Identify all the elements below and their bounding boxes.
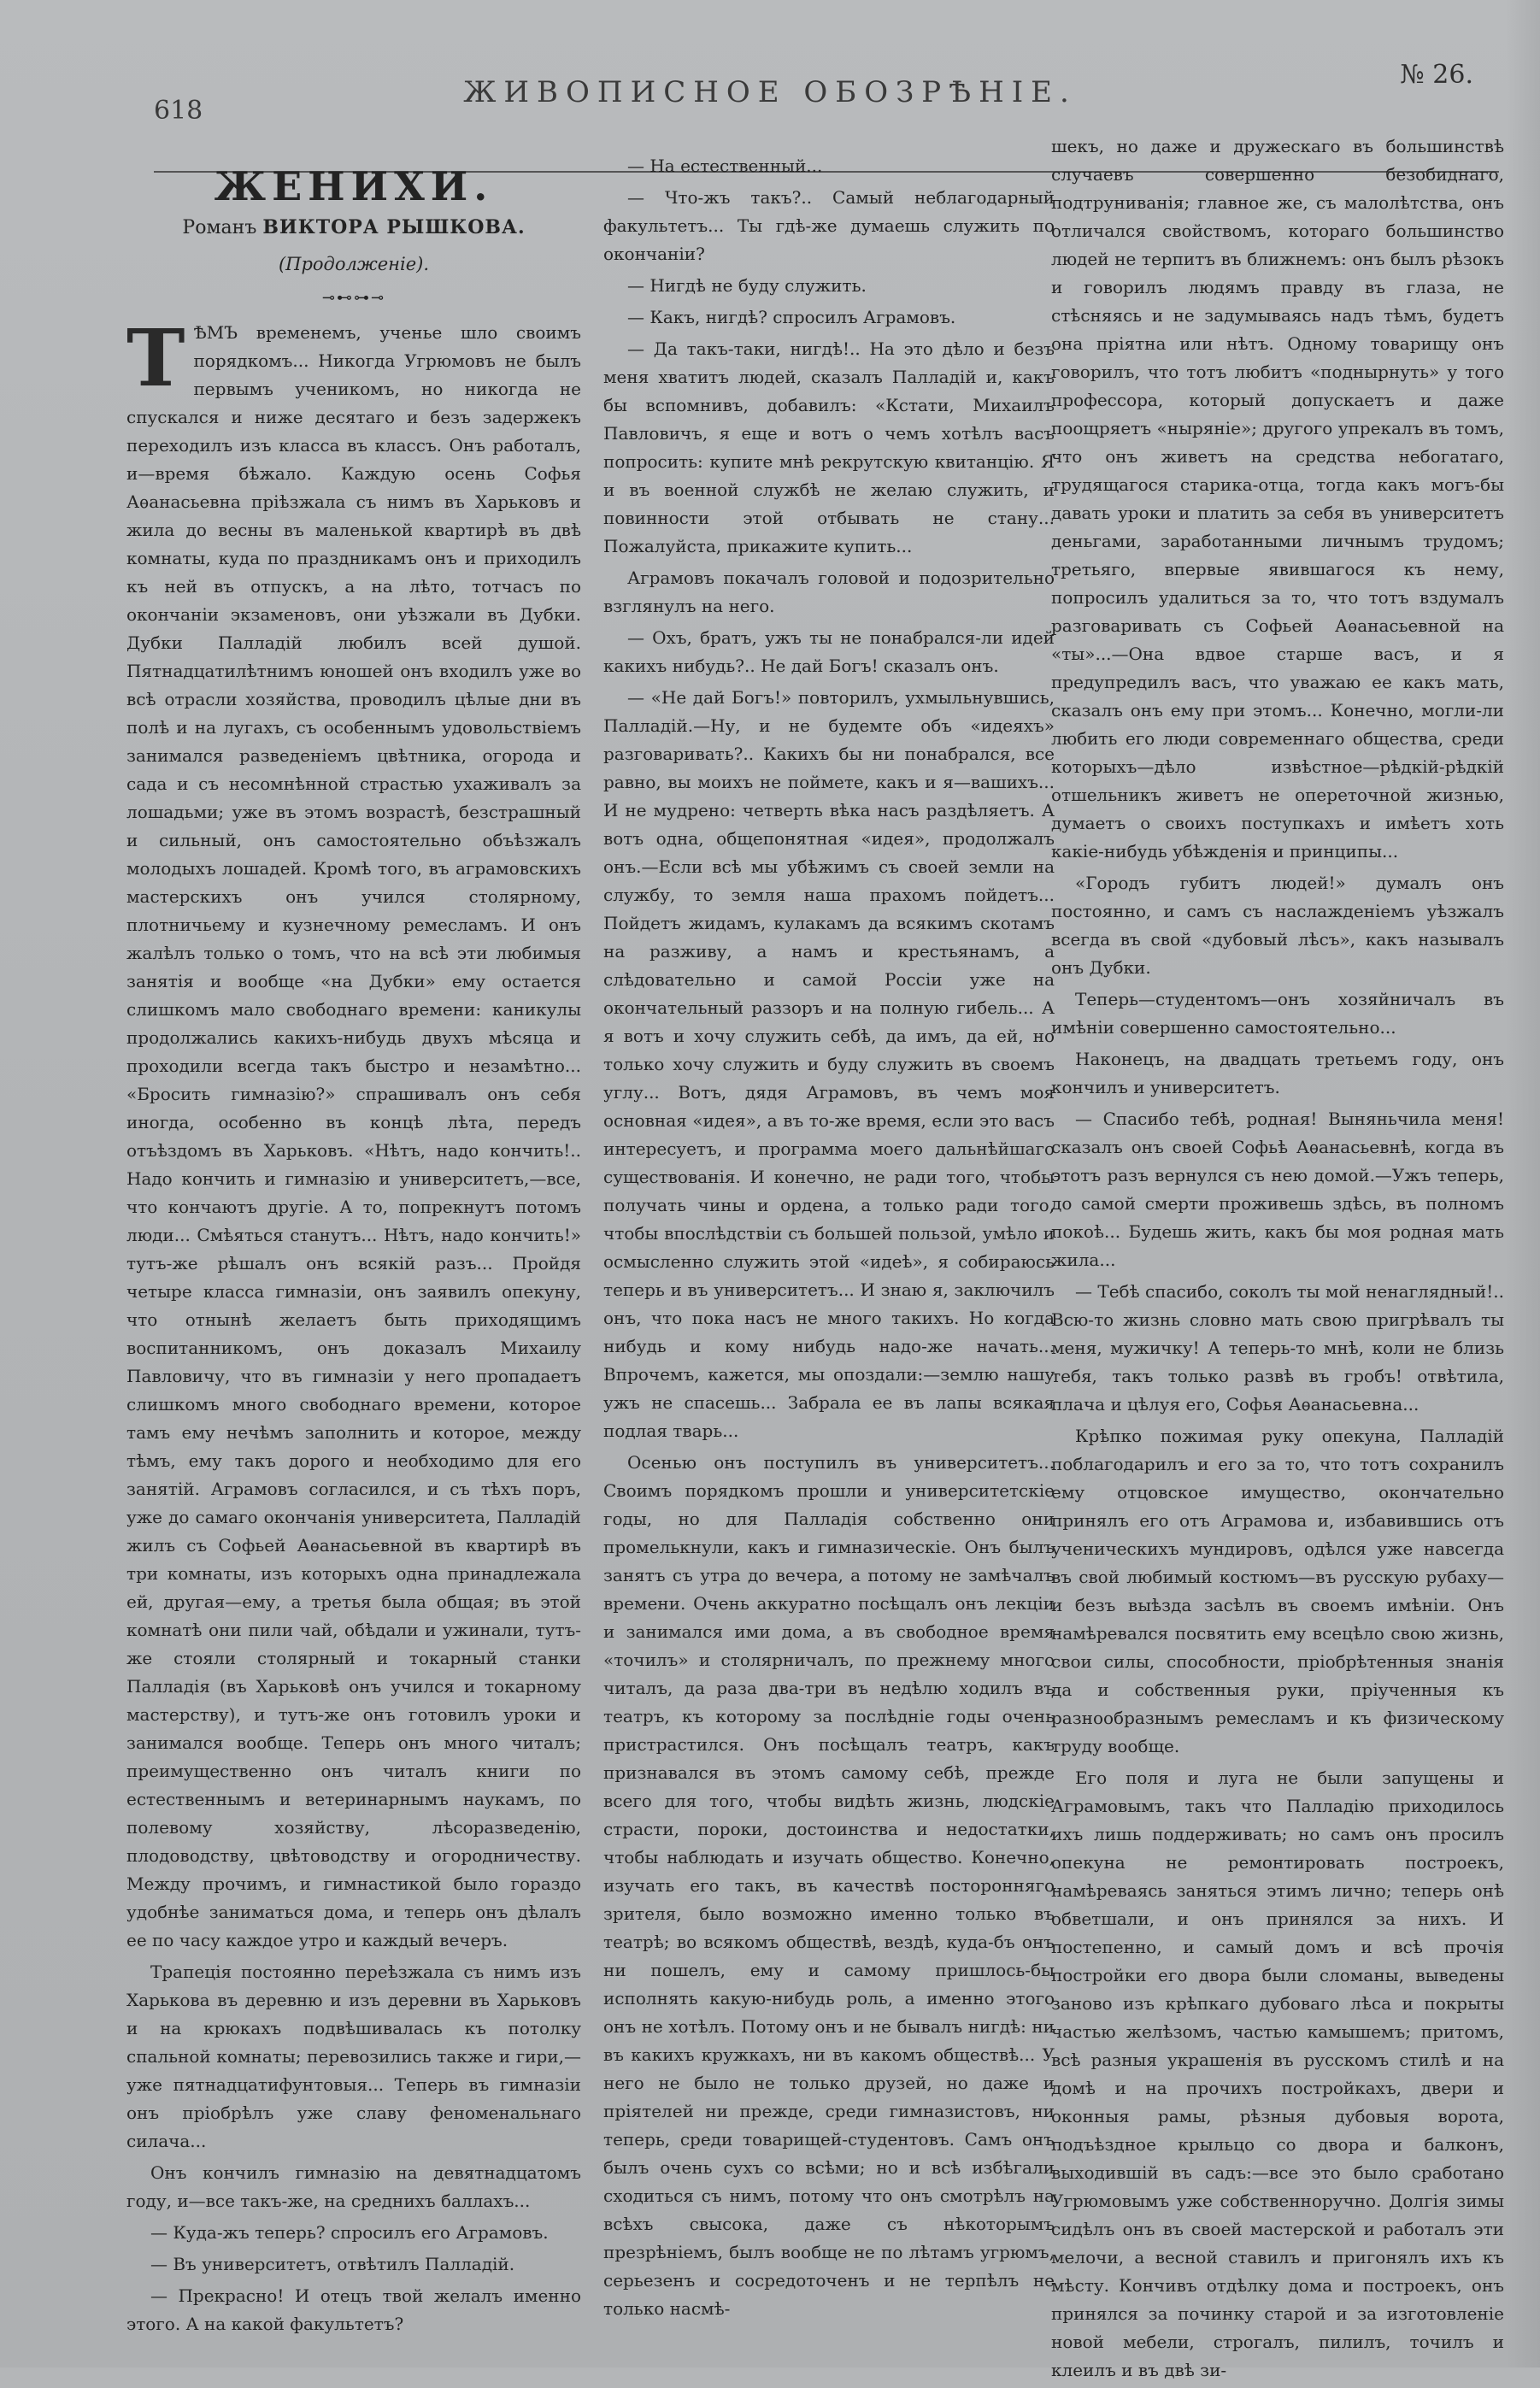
paragraph: [1051, 1045, 1504, 1102]
paragraph: [126, 2250, 581, 2279]
paragraph: [1051, 1278, 1504, 1419]
paragraph-text: Теперь—студентомъ—онъ хозяйничалъ въ имѣніи совершенно самостоятельно...: [1051, 989, 1504, 1038]
paragraph: [603, 303, 1055, 332]
paragraph-text: — Да такъ-таки, нигдѣ!.. На это дѣло и безъ меня хватитъ людей, сказалъ Палладій и, какъ бы вспомнивъ, добавилъ: «Кстати, Михаилъ Павловичъ, я еще и вотъ о чемъ хотѣлъ васъ попросить: купите мнѣ рекрутскую квитанцію. Я и въ военной службѣ не желаю служить, и повинности этой отбывать не стану... Пожалуйста, прикажите купить...: [603, 338, 1055, 556]
paragraph: [603, 152, 1055, 180]
paragraph-text: ѢМЪ временемъ, ученье шло своимъ порядкомъ... Никогда Угрюмовъ не былъ первымъ ученикомъ, но никогда не спускался и ниже десятаго и безъ задержекъ переходилъ изъ класса въ классъ. Онъ работалъ, и—время бѣжало. Каждую осень Софья Аѳанасьевна пріѣзжала съ нимъ въ Харьковъ и жила до весны въ маленькой квартирѣ въ двѣ комнаты, куда по праздникамъ онъ и приходилъ къ ней въ отпускъ, а на лѣто, тотчасъ по окончаніи экзаменовъ, они уѣзжали въ Дубки. Дубки Палладій любилъ всей душой. Пятнадцатилѣтнимъ юношей онъ входилъ уже во всѣ отрасли хозяйства, проводилъ цѣлые дни въ полѣ и на лугахъ, съ особеннымъ удовольствіемъ занимался разведеніемъ цвѣтника, огорода и сада и съ несомнѣнной страстью ухаживалъ за лошадьми; уже въ этомъ возрастѣ, безстрашный и сильный, онъ самостоятельно объѣзжалъ молодыхъ лошадей. Кромѣ того, въ аграмовскихъ мастерскихъ онъ учился столярному, плотничьему и кузнечному ремесламъ. И онъ жалѣлъ только о томъ, что на всѣ эти любимыя занятія и вообще «на Дубки» ему остается слишкомъ мало свободнаго времени: каникулы продолжались какихъ-нибудь двухъ мѣсяца и проходили всегда такъ быстро и незамѣтно... «Бросить гимназію?» спрашивалъ онъ себя иногда, особенно въ концѣ лѣта, передъ отъѣздомъ въ Харьковъ. «Нѣтъ, надо кончить!.. Надо кончить и гимназію и университетъ,—все, что кончаютъ другіе. А то, попрекнутъ потомъ люди... Смѣяться станутъ... Нѣтъ, надо кончить!» тутъ-же рѣшалъ онъ всякій разъ... Пройдя четыре класса гимназіи, онъ заявилъ опекуну, что отнынѣ желаетъ быть приходящимъ воспитанникомъ, онъ доказалъ Михаилу Павловичу, что въ гимназіи у него пропадаетъ слишкомъ много свободнаго времени, которое тамъ ему нечѣмъ заполнить и которое, между тѣмъ, ему такъ дорого и необходимо для его занятій. Аграмовъ согласился, и съ тѣхъ поръ, уже до самаго окончанія университета, Палладій жилъ съ Софьей Аѳанасьевной въ квартирѣ въ три комнаты, изъ которыхъ одна принадлежала ей, другая—ему, а третья была общая; въ этой комнатѣ они пили чай, обѣдали и ужинали, тутъ-же стояли столярный и токарный станки Палладія (въ Харьковѣ онъ учился и токарному мастерству), и тутъ-же онъ готовилъ уроки и занимался вообще. Теперь онъ много читалъ; преимущественно онъ читалъ книги по естественнымъ и ветеринарнымъ наукамъ, по полевому хозяйству, лѣсоразведенію, плодоводству, цвѣтоводству и огородничеству. Между прочимъ, и гимнастикой было гораздо удобнѣе заниматься дома, и теперь онъ дѣлалъ ее по часу каждое утро и каждый вечеръ.: [126, 322, 581, 1950]
paragraph: [126, 1958, 581, 2156]
paragraph-text: — Что-жъ такъ?.. Самый неблагодарный факультетъ... Ты гдѣ-же думаешь служить по окончаніи?: [603, 187, 1055, 264]
article-byline: [126, 214, 581, 242]
issue-number: № 26.: [1400, 60, 1473, 90]
paragraph-text: — Тебѣ спасибо, соколъ ты мой ненаглядный!.. Всю-то жизнь словно мать свою пригрѣвалъ ты меня, мужичку! А теперь-то мнѣ, коли не близь тебя, такъ только развѣ въ гробъ! отвѣтила, плача и цѣлуя его, Софья Аѳанасьевна...: [1051, 1281, 1504, 1415]
paragraph: [126, 312, 581, 1955]
paragraph: [603, 272, 1055, 300]
paragraph-text: — Куда-жъ теперь? спросилъ его Аграмовъ.: [150, 2222, 549, 2243]
paragraph-text: — Какъ, нигдѣ? спросилъ Аграмовъ.: [627, 307, 956, 327]
continuation-note: (Продолженіе).: [278, 254, 430, 274]
page-header: [0, 58, 1540, 126]
paragraph-text: — Въ университетъ, отвѣтилъ Палладій.: [150, 2254, 515, 2274]
paragraph-text: Трапеція постоянно переѣзжала съ нимъ изъ Харькова въ деревню и изъ деревни въ Харьковъ и на крюкахъ подвѣшивалась къ потолку спальной комнаты; перевозились также и гири,—уже пятнадцатифунтовыя... Теперь въ гимназіи онъ пріобрѣлъ уже славу феноменальнаго силача...: [126, 1962, 581, 2151]
paragraph: [603, 1449, 1055, 2323]
byline-author: ВИКТОРА РЫШКОВА.: [262, 216, 526, 238]
paragraph-text: Его поля и луга не были запущены и Аграмовымъ, такъ что Палладію приходилось ихъ лишь поддерживать; но самъ онъ просилъ опекуна не ремонтировать построекъ, намѣреваясь заняться этимъ лично; теперь онѣ обветшали, и онъ принялся за нихъ. И постепенно, и самый домъ и всѣ прочія постройки его двора были сломаны, выведены заново изъ крѣпкаго дубоваго лѣса и покрыты частью желѣзомъ, частью камышемъ; притомъ, всѣ разныя украшенія въ русскомъ стилѣ и на домѣ и на прочихъ постройкахъ, двери и оконныя рамы, рѣзныя дубовыя ворота, подъѣздное крыльцо со двора и балконъ, выходившій въ садъ:—все это было сработано Угрюмовымъ уже собственноручно. Долгія зимы сидѣлъ онъ въ своей мастерской и работалъ эти мелочи, а весной ставилъ и пригонялъ ихъ къ мѣсту. Кончивъ отдѣлку дома и построекъ, онъ принялся за починку старой и за изготовленіе новой мебели, строгалъ, пилилъ, точилъ и клеилъ и въ двѣ зи-: [1051, 1767, 1504, 2380]
paragraph-text: Аграмовъ покачалъ головой и подозрительно взглянулъ на него.: [603, 568, 1055, 616]
paragraph: [1051, 1105, 1504, 1274]
column-2: [603, 152, 1055, 2326]
paragraph-text: Крѣпко пожимая руку опекуна, Палладій поблагодарилъ и его за то, что тотъ сохранилъ ему отцовское имущество, окончательно принялъ его отъ Аграмова и, избавившись отъ ученическихъ мундировъ, одѣлся уже навсегда въ свой любимый костюмъ—въ русскую рубаху—и безъ выѣзда засѣлъ въ своемъ имѣніи. Онъ намѣревался посвятить ему всецѣло свою жизнь, свои силы, способности, пріобрѣтенныя знанія да и собственныя руки, пріученныя къ разнообразнымъ ремесламъ и къ физическому труду вообще.: [1051, 1426, 1504, 1756]
paragraph-text: шекъ, но даже и дружескаго въ большинствѣ случаевъ совершенно безобиднаго, подтруниванія; главное же, съ малолѣтства, онъ отличался свойствомъ, котораго большинство людей не терпитъ въ ближнемъ: онъ былъ рѣзокъ и говорилъ людямъ правду въ глаза, не стѣсняясь и не задумываясь надъ тѣмъ, будетъ она пріятна или нѣтъ. Одному товарищу онъ говорилъ, что тотъ любитъ «поднырнуть» у того профессора, который допускаетъ и даже поощряетъ «ныряніе»; другого упрекалъ въ томъ, что онъ живетъ на средства небогатаго, трудящагося старика-отца, тогда какъ могъ-бы давать уроки и платить за себя въ университетъ деньгами, заработанными личнымъ трудомъ; третьяго, впервые явившагося къ нему, попросилъ удалиться за то, что тотъ вздумалъ разговаривать съ Софьей Аѳанасьевной на «ты»...—Она вдвое старше васъ, и я предупредилъ васъ, что уважаю ее какъ мать, сказалъ онъ ему при этомъ... Конечно, могли-ли любить его люди современнаго общества, среди которыхъ—дѣло извѣстное—рѣдкій-рѣдкій отшельникъ живетъ не опереточной жизнью, думаетъ о своихъ поступкахъ и имѣетъ хоть какіе-нибудь убѣжденія и принципы...: [1051, 136, 1504, 862]
drop-cap: Т: [126, 312, 185, 404]
paragraph: [126, 2159, 581, 2215]
paragraph: [603, 184, 1055, 268]
journal-title: ЖИВОПИСНОЕ ОБОЗРѢНIЕ.: [463, 75, 1077, 109]
paragraph: [1051, 132, 1504, 866]
paragraph-text: — Прекрасно! И отецъ твой желалъ именно этого. А на какой факультетъ?: [126, 2285, 581, 2334]
column-2-body: [603, 152, 1055, 2323]
paragraph-text: — «Не дай Богъ!» повторилъ, ухмыльнувшись, Палладій.—Ну, и не будемте объ «идеяхъ» разговаривать?.. Какихъ бы ни понабрался, все равно, вы моихъ не поймете, какъ и я—вашихъ... И не мудрено: четверть вѣка насъ раздѣляетъ. А вотъ одна, общепонятная «идея», продолжалъ онъ.—Если всѣ мы убѣжимъ съ своей земли на службу, то земля наша прахомъ пойдетъ... Пойдетъ жидамъ, кулакамъ да всякимъ скотамъ на разживу, а намъ и крестьянамъ, а слѣдовательно и самой Россіи уже на окончательный раззоръ и на полную гибель... А я вотъ и хочу служить себѣ, да имъ, да ей, но только хочу служить и буду служить въ своемъ углу... Вотъ, дядя Аграмовъ, въ чемъ моя основная «идея», а въ то-же время, если это васъ интересуетъ, и программа моего дальнѣйшаго существованія. И конечно, не ради того, чтобы получать чины и ордена, а только ради того, чтобы впослѣдствіи съ большей пользой, умѣло и осмысленно служить этой «идеѣ», я собираюсь теперь и въ университетъ... И знаю я, заключилъ онъ, что пока насъ не много такихъ. Но когда нибудь и кому нибудь надо-же начать... Впрочемъ, кажется, мы опоздали:—землю нашу ужъ не спасешь... Забрала ее въ лапы всякая подлая тварь...: [603, 687, 1055, 1441]
paragraph-text: Осенью онъ поступилъ въ университетъ... Своимъ порядкомъ прошли и университетскіе годы, но для Палладія собственно они промелькнули, какъ и гимназическіе. Онъ былъ занятъ съ утра до вечера, а потому не замѣчалъ времени. Очень аккуратно посѣщалъ онъ лекціи и занимался ими дома, а въ свободное время «точилъ» и столярничалъ, по прежнему много читалъ, да раза два-три въ недѣлю ходилъ въ театръ, къ которому за послѣдніе годы очень пристрастился. Онъ посѣщалъ театръ, какъ признавался въ этомъ самому себѣ, прежде всего для того, чтобы видѣть жизнь, людскіе страсти, пороки, достоинства и недостатки, чтобы наблюдать и изучать общество. Конечно, изучать его такъ, въ качествѣ посторонняго зрителя, было возможно именно только въ театрѣ; во всякомъ обществѣ, вездѣ, куда-бъ онъ ни пошелъ, ему и самому пришлось-бы исполнять какую-нибудь роль, а именно этого онъ не хотѣлъ. Потому онъ и не бывалъ нигдѣ: ни въ какихъ кружкахъ, ни въ какомъ обществѣ... У него не было не только друзей, но даже и пріятелей ни прежде, среди гимназистовъ, ни теперь, среди товарищей-студентовъ. Самъ онъ былъ очень сухъ со всѣми; но и всѣ избѣгали сходиться съ нимъ, потому что онъ смотрѣлъ на всѣхъ свысока, даже съ нѣкоторымъ презрѣніемъ, былъ вообще не по лѣтамъ угрюмъ, серьезенъ и сосредоточенъ и не терпѣлъ не только насмѣ-: [603, 1452, 1055, 2319]
page-number: 618: [154, 96, 203, 126]
paragraph-text: — Охъ, братъ, ужъ ты не понабрался-ли идей какихъ нибудь?.. Не дай Богъ! сказалъ онъ.: [603, 627, 1055, 676]
paragraph-text: — Нигдѣ не буду служить.: [627, 275, 867, 296]
paragraph: [603, 564, 1055, 621]
column-3: [1051, 132, 1504, 2388]
byline-prefix: Романъ: [182, 217, 257, 238]
paragraph-text: «Городъ губитъ людей!» думалъ онъ постоянно, и самъ съ наслажденіемъ уѣзжалъ всегда въ свой «дубовый лѣсъ», какъ называлъ онъ Дубки.: [1051, 873, 1504, 978]
column-3-body: [1051, 132, 1504, 2385]
article-title: ЖЕНИХИ.: [214, 163, 494, 209]
paragraph-text: Онъ кончилъ гимназію на девятнадцатомъ году, и—все такъ-же, на среднихъ баллахъ...: [126, 2162, 581, 2211]
paragraph: [1051, 1764, 1504, 2385]
page-edge-shadow: [1506, 0, 1540, 2367]
paragraph: [126, 2282, 581, 2338]
column-1-body: [126, 312, 581, 2338]
paragraph: [1051, 869, 1504, 982]
paragraph: [126, 2219, 581, 2247]
paragraph: [603, 335, 1055, 561]
paragraph: [1051, 985, 1504, 1042]
paragraph-text: — Спасибо тебѣ, родная! Выняньчила меня! сказалъ онъ своей Софьѣ Аѳанасьевнѣ, когда въ этотъ разъ вернулся съ нею домой.—Ужъ теперь, до самой смерти проживешь здѣсь, въ полномъ покоѣ... Будешь жить, какъ бы моя родная мать жила...: [1051, 1109, 1504, 1270]
paragraph-text: — На естественный...: [627, 156, 823, 176]
column-1: [126, 138, 581, 2342]
paragraph: [603, 624, 1055, 680]
paragraph-text: Наконецъ, на двадцать третьемъ году, онъ кончилъ и университетъ.: [1051, 1049, 1504, 1097]
paragraph: [1051, 1422, 1504, 1761]
paragraph: [603, 684, 1055, 1445]
ornament-divider: ⊸⊷⊶⊸: [321, 289, 386, 307]
